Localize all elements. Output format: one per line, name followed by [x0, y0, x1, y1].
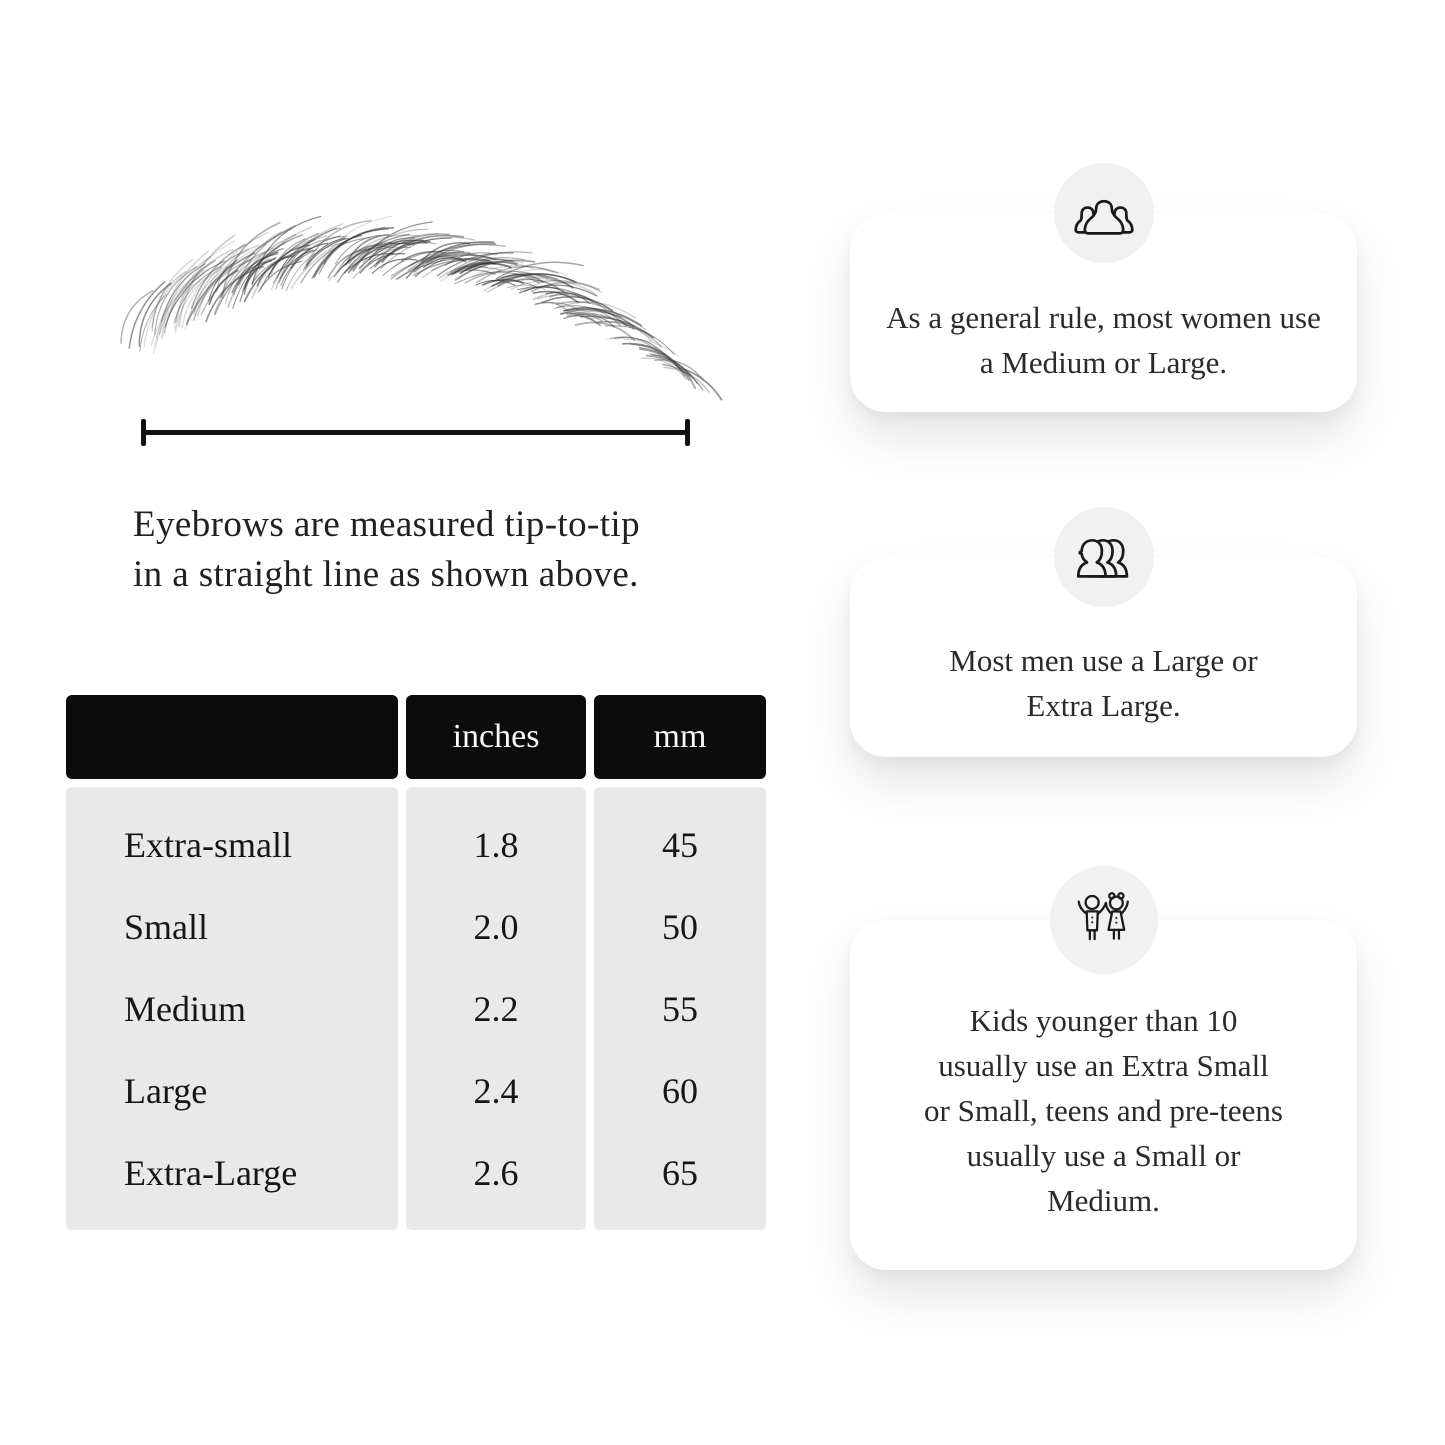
size-table-header-mm: mm	[594, 695, 766, 779]
inches-value: 2.2	[473, 989, 519, 1029]
size-label: Extra-small	[124, 825, 292, 865]
mm-value: 65	[662, 1153, 698, 1193]
men-group-icon	[1072, 531, 1136, 583]
caption-line-2: in a straight line as shown above.	[133, 554, 639, 595]
size-table-body-mm	[594, 787, 766, 1230]
caption-line-1: Eyebrows are measured tip-to-tip	[133, 504, 640, 545]
tip-card-men	[850, 557, 1357, 757]
tip-card-kids	[850, 920, 1357, 1270]
inches-value: 1.8	[473, 825, 519, 865]
size-table-column-inches	[406, 695, 586, 1230]
measurement-line	[143, 430, 688, 435]
size-table-column-mm	[594, 695, 766, 1230]
size-label: Medium	[124, 989, 246, 1029]
tip-card-women	[850, 213, 1357, 412]
kids-icon	[1071, 891, 1137, 949]
icon-circle	[1050, 866, 1158, 974]
size-table-body-labels	[66, 787, 398, 1230]
size-label: Small	[124, 907, 209, 947]
mm-value: 45	[662, 825, 698, 865]
measurement-caption	[133, 500, 640, 600]
icon-circle	[1054, 507, 1154, 607]
size-label: Extra-Large	[124, 1153, 298, 1193]
measurement-endcap-right	[685, 419, 690, 446]
inches-value: 2.0	[473, 907, 519, 947]
tip-card-women-text: As a general rule, most women use a Medium or Large.	[886, 299, 1321, 380]
inches-value: 2.4	[473, 1071, 519, 1111]
size-label: Large	[124, 1071, 208, 1111]
size-table-column-labels	[66, 695, 398, 1230]
size-table-body-inches	[406, 787, 586, 1230]
tip-card-kids-text: Kids younger than 10 usually use an Extra Small or Small, teens and pre-teens usually use a Small or Medium.	[924, 1002, 1283, 1218]
eyebrow-illustration	[115, 228, 700, 400]
icon-circle	[1054, 163, 1154, 263]
tip-card-men-text: Most men use a Large or Extra Large.	[949, 643, 1258, 723]
mm-value: 55	[662, 989, 698, 1029]
mm-value: 50	[662, 907, 698, 947]
size-table-header-inches: inches	[406, 695, 586, 779]
size-table-header-blank	[66, 695, 398, 779]
inches-value: 2.6	[473, 1153, 519, 1193]
women-group-icon	[1073, 187, 1135, 239]
size-table	[66, 695, 766, 1230]
mm-value: 60	[662, 1071, 698, 1111]
measurement-endcap-left	[141, 419, 146, 446]
